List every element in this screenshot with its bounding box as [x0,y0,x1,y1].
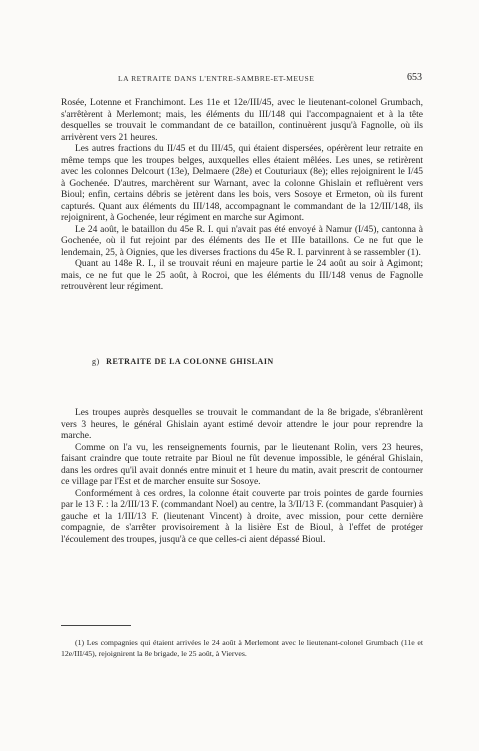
body-text-top [61,98,423,294]
page-number: 653 [407,72,422,83]
paragraph: Rosée, Lotenne et Franchimont. Les 11e et 12e/III/45, avec le lieutenant-colonel Grumbach, s'arrêtèrent à Merlemont; mais, les éléments du III/148 qui l'accompagnaient et à la tête desquelles se trouvait le commandant de ce bataillon, continuèrent jusqu'à Fagnolle, où ils arrivèrent vers 21 heures. [61,98,423,143]
paragraph: Conformément à ces ordres, la colonne était couverte par trois pointes de garde fournies par le 13 F. : la 2/III/13 F. (commandant Noel) au centre, la 3/II/13 F. (commandant Pasquier) à gauche et la 1/III/13 F. (lieutenant Vincent) à droite, avec mission, pour cette dernière compagnie, de s'arrêter provisoirement à la lisière Est de Bioul, à l'effet de protéger l'écoulement des troupes, jusqu'à ce que celles-ci aient dépassé Bioul. [61,488,423,545]
section-marker: g) [92,357,100,366]
running-title: LA RETRAITE DANS L'ENTRE-SAMBRE-ET-MEUSE [118,74,315,83]
paragraph: Le 24 août, le bataillon du 45e R. I. qui n'avait pas été envoyé à Namur (I/45), cantonna à Gochenée, où il fut rejoint par des éléments des IIe et IIIe bataillons. Ce ne fut que le lendemain, 25, à Oignies, que les diverses fractions du 45e R. I. parvinrent à se rassembler (1). [61,224,423,258]
footnote: (1) Les compagnies qui étaient arrivées le 24 août à Merlemont avec le lieutenant-colonel Grumbach (11e et 12e/III/45), rejoignirent la 8e brigade, le 25 août, à Vierves. [61,638,423,658]
body-text-bottom [61,408,423,546]
paragraph: Les autres fractions du II/45 et du III/45, qui étaient dispersées, opérèrent leur retraite en même temps que les troupes belges, auxquelles elles étaient mêlées. Les unes, se retirèrent avec les colonnes Delcourt (13e), Delmaere (28e) et Couturiaux (8e); elles rejoignirent le I/45 à Gochenée. D'autres, marchèrent sur Warnant, avec la colonne Ghislain et refluèrent vers Bioul; enfin, certains débris se jetèrent dans les bois, vers Sosoye et Ermeton, où ils furent capturés. Quant aux éléments du III/148, accompagnant le commandant de la 12/III/148, ils rejoignirent, à Gochenée, leur régiment en marche sur Agimont. [61,144,423,223]
section-heading [92,357,392,366]
paragraph: Les troupes auprès desquelles se trouvait le commandant de la 8e brigade, s'ébranlèrent vers 3 heures, le général Ghislain ayant estimé devoir attendre le jour pour reprendre la marche. [61,408,423,441]
paragraph: Comme on l'a vu, les renseignements fournis, par le lieutenant Rolin, vers 23 heures, faisant craindre que toute retraite par Bioul ne fût devenue impossible, le général Ghislain, dans les ordres qu'il avait donnés entre minuit et 1 heure du matin, avait prescrit de contourner ce village par l'Est et de marcher ensuite sur Sosoye. [61,442,423,487]
footnote-rule [61,625,131,626]
paragraph: Quant au 148e R. I., il se trouvait réuni en majeure partie le 24 août au soir à Agimont; mais, ce ne fut que le 25 août, à Rocroi, que les éléments du III/148 venus de Fagnolle retrouvèrent leur régiment. [61,259,423,292]
section-title: RETRAITE DE LA COLONNE GHISLAIN [106,357,274,366]
